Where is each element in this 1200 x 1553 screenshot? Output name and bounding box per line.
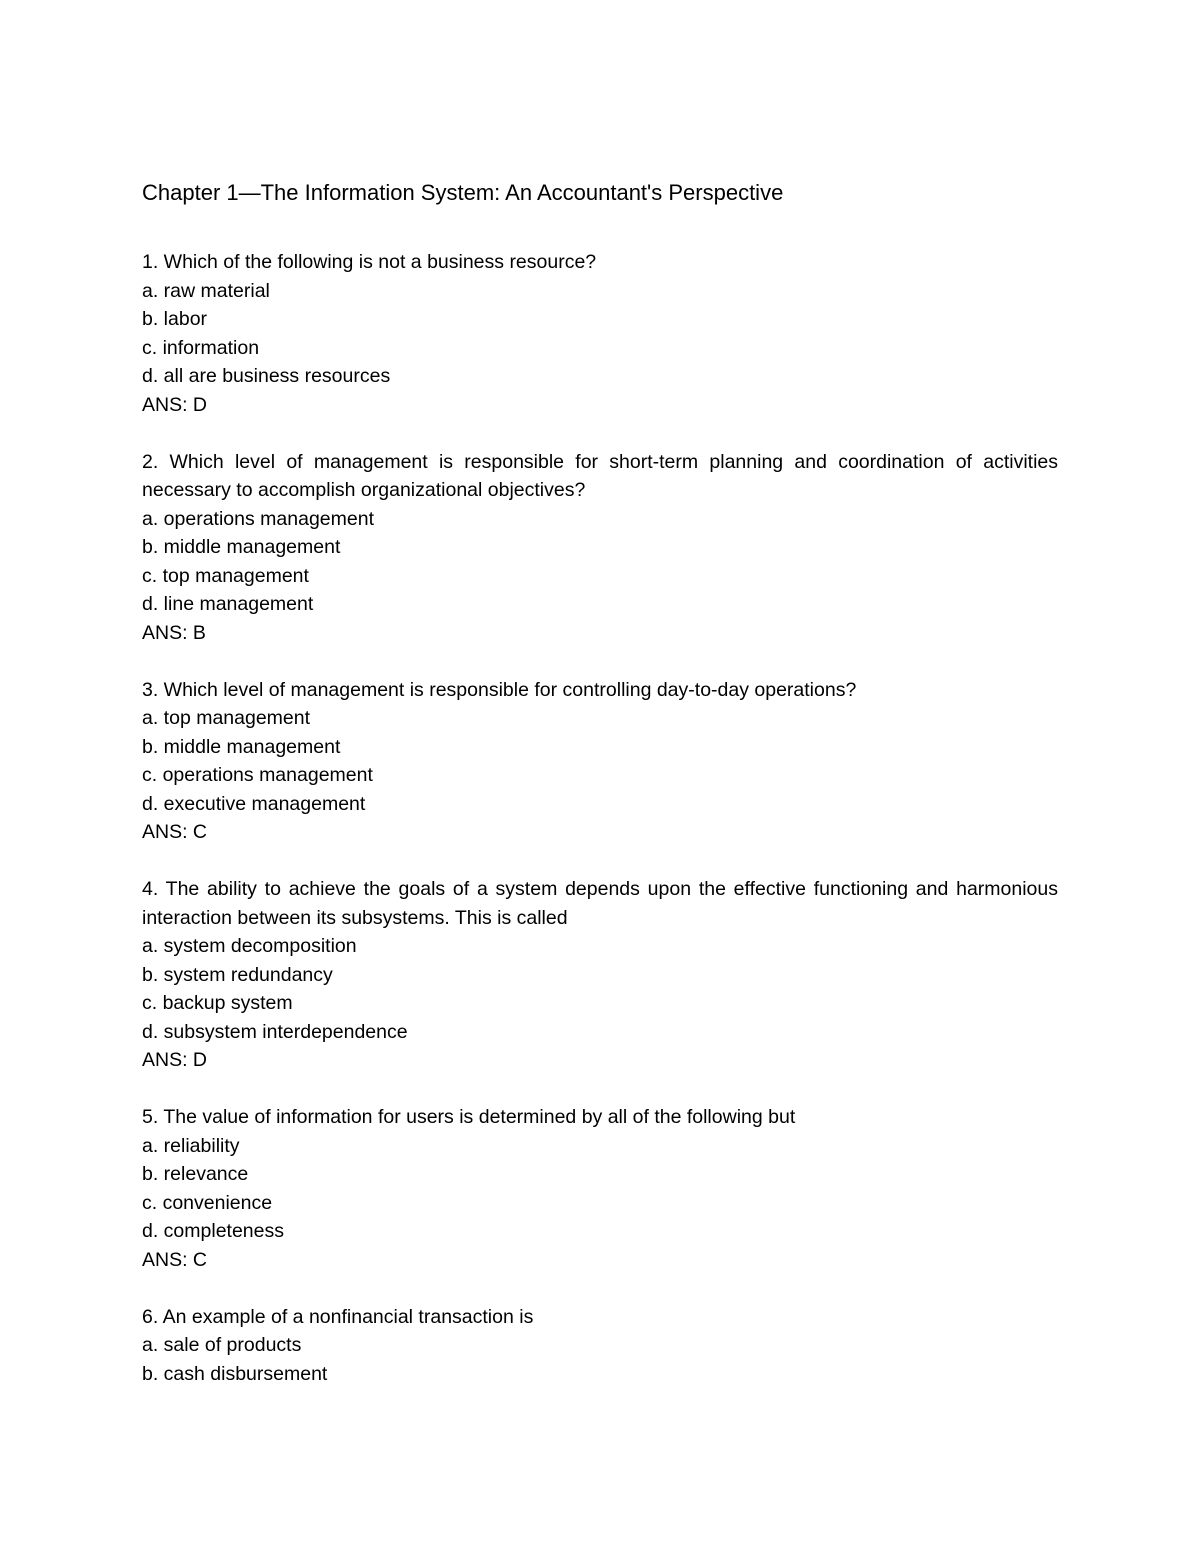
answer-option: b. labor: [142, 308, 208, 330]
answer-option: a. top management: [142, 707, 311, 729]
answer-option: b. system redundancy: [142, 963, 333, 986]
question-2: [142, 448, 1058, 648]
answer-key: ANS: D: [142, 393, 208, 416]
answer-key: ANS: B: [142, 621, 206, 644]
question-stem: 6. An example of a nonfinancial transaction is: [142, 1305, 534, 1328]
answer-option: d. completeness: [142, 1220, 284, 1242]
question-stem: 3. Which level of management is responsible for controlling day-to-day operations?: [142, 678, 857, 701]
answer-option: a. operations management: [142, 507, 374, 530]
answer-option: a. system decomposition: [142, 935, 357, 957]
answer-key: ANS: D: [142, 1049, 208, 1071]
question-stem: 2. Which level of management is responsible for short-term planning and coordination of activities necessary to accomplish organizational objectives?: [142, 450, 1058, 501]
answer-option: c. backup system: [142, 992, 293, 1014]
answer-key: ANS: C: [142, 821, 208, 843]
question-stem: 1. Which of the following is not a business resource?: [142, 251, 597, 273]
question-stem: 5. The value of information for users is determined by all of the following but: [142, 1106, 796, 1128]
answer-option: b. cash disbursement: [142, 1362, 328, 1385]
answer-option: b. relevance: [142, 1163, 249, 1185]
answer-option: c. top management: [142, 564, 309, 587]
chapter-title: Chapter 1—The Information System: An Accountant's Perspective: [142, 180, 784, 205]
answer-option: a. raw material: [142, 279, 270, 302]
answer-option: c. information: [142, 336, 260, 359]
answer-option: d. all are business resources: [142, 365, 391, 387]
answer-option: d. subsystem interdependence: [142, 1020, 408, 1043]
question-6: [142, 1303, 1058, 1389]
answer-option: b. middle management: [142, 735, 341, 758]
question-stem: 4. The ability to achieve the goals of a system depends upon the effective functioning and harmonious interaction between its subsystems. This is called: [142, 878, 1058, 929]
question-4: [142, 875, 1058, 1075]
answer-option: b. middle management: [142, 536, 341, 558]
answer-key: ANS: C: [142, 1248, 208, 1271]
answer-option: c. operations management: [142, 764, 373, 786]
question-1: [142, 248, 1058, 419]
answer-option: a. sale of products: [142, 1334, 302, 1356]
answer-option: c. convenience: [142, 1191, 273, 1214]
question-3: [142, 676, 1058, 847]
answer-option: d. line management: [142, 593, 314, 615]
answer-option: d. executive management: [142, 792, 366, 815]
document-page: [142, 176, 1058, 1417]
question-5: [142, 1103, 1058, 1274]
answer-option: a. reliability: [142, 1134, 240, 1157]
